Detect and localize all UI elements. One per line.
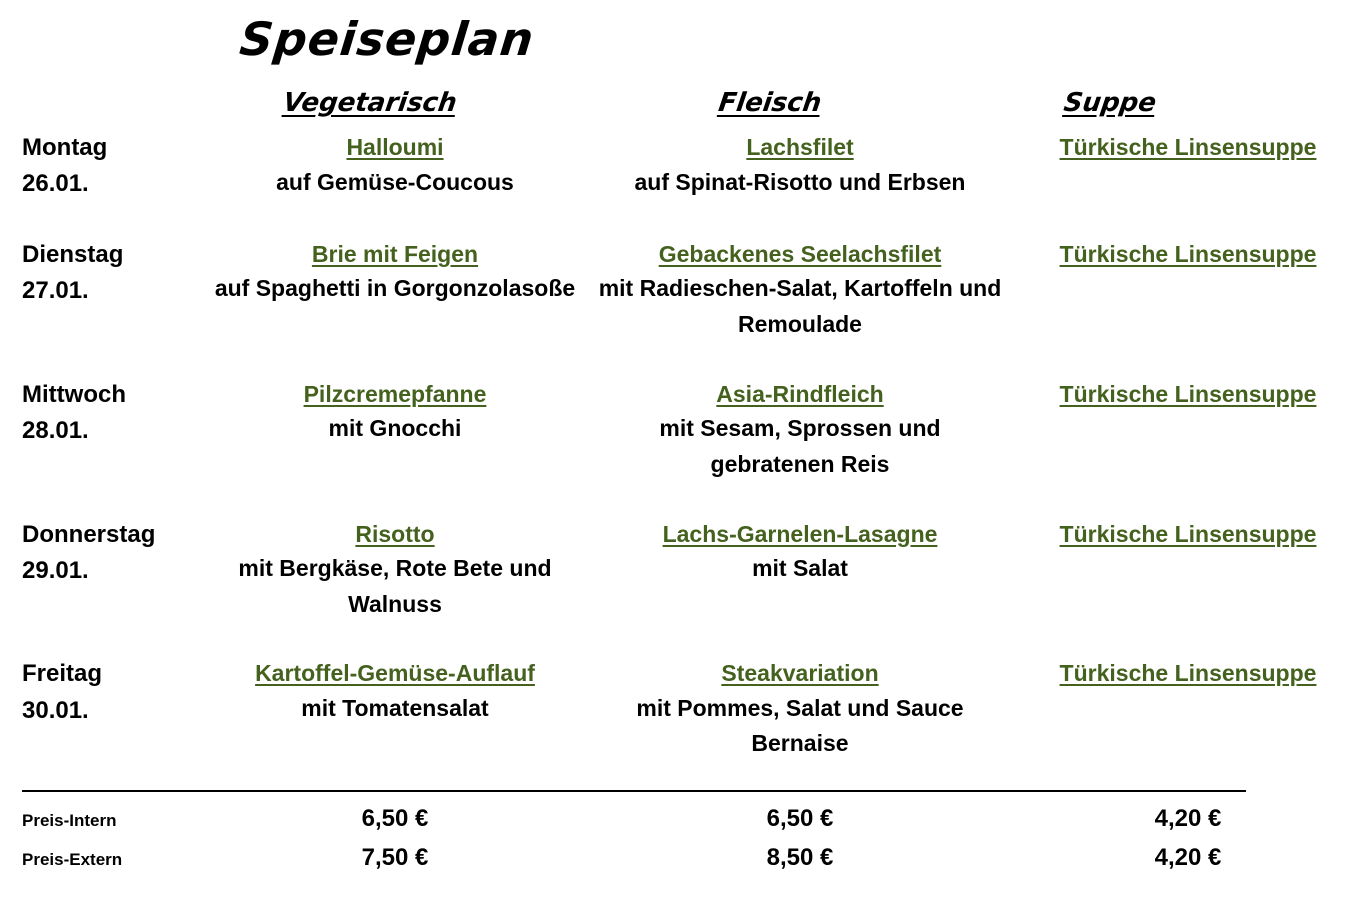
price-external-meat: 8,50 € — [766, 844, 834, 872]
day-date: 28.01. — [22, 417, 89, 445]
table-row — [0, 237, 1366, 343]
cell-soup — [1010, 656, 1366, 691]
table-row — [0, 377, 1366, 483]
dish-name: Türkische Linsensuppe — [1059, 380, 1317, 407]
cell-vegetarian — [200, 130, 590, 200]
price-row-internal — [0, 800, 1366, 839]
dish-name: Lachsfilet — [746, 134, 854, 160]
day-date: 26.01. — [22, 170, 89, 198]
dish-name: Türkische Linsensuppe — [1059, 240, 1317, 267]
cell-meat — [590, 130, 1010, 200]
day-label — [0, 130, 200, 203]
dish-description: mit Salat — [752, 555, 848, 581]
dish-name: Halloumi — [346, 134, 444, 160]
dish-name: Türkische Linsensuppe — [1059, 660, 1317, 687]
column-header-soup: Suppe — [1061, 88, 1159, 118]
dish-description: mit Pommes, Salat und Sauce Bernaise — [636, 694, 964, 757]
price-divider — [22, 790, 1246, 792]
cell-vegetarian — [200, 517, 590, 623]
dish-name: Türkische Linsensuppe — [1059, 134, 1317, 160]
dish-name: Gebackenes Seelachsfilet — [658, 240, 942, 267]
dish-description: auf Gemüse-Coucous — [276, 168, 514, 195]
row-spacer — [0, 343, 1366, 377]
price-internal-meat: 6,50 € — [766, 805, 834, 832]
table-row — [0, 130, 1366, 203]
row-spacer — [0, 622, 1366, 656]
cell-meat — [590, 517, 1010, 587]
page-title: Speiseplan — [237, 12, 537, 66]
dish-name: Kartoffel-Gemüse-Auflauf — [255, 660, 535, 687]
cell-soup — [1010, 237, 1366, 272]
column-header-meat: Fleisch — [716, 88, 824, 118]
cell-soup — [1010, 517, 1366, 552]
dish-description: mit Bergkäse, Rote Bete und Walnuss — [238, 555, 552, 617]
cell-soup — [1010, 377, 1366, 412]
day-label — [0, 377, 200, 450]
dish-description: mit Radieschen-Salat, Kartoffeln und Remoulade — [598, 275, 1002, 338]
table-row — [0, 656, 1366, 762]
dish-name: Brie mit Feigen — [311, 240, 479, 267]
menu-grid — [0, 130, 1366, 762]
table-row — [0, 517, 1366, 623]
day-name: Freitag — [22, 660, 103, 688]
day-date: 30.01. — [22, 696, 89, 724]
dish-name: Asia-Rindfleich — [716, 380, 884, 407]
price-external-vegetarian: 7,50 € — [361, 844, 429, 872]
day-label — [0, 237, 200, 310]
cell-soup — [1010, 130, 1366, 165]
day-date: 27.01. — [22, 277, 89, 305]
day-name: Dienstag — [22, 240, 124, 268]
day-label — [0, 656, 200, 729]
price-external-soup: 4,20 € — [1154, 844, 1222, 872]
price-label-internal: Preis-Intern — [22, 811, 117, 830]
column-header-vegetarian: Vegetarisch — [281, 88, 459, 118]
price-internal-vegetarian: 6,50 € — [361, 805, 429, 832]
dish-name: Steakvariation — [721, 660, 879, 687]
cell-vegetarian — [200, 656, 590, 726]
day-name: Montag — [22, 134, 108, 161]
dish-description: auf Spaghetti in Gorgonzolasoße — [214, 275, 576, 302]
dish-description: auf Spinat-Risotto und Erbsen — [634, 168, 966, 195]
cell-vegetarian — [200, 237, 590, 307]
row-spacer — [0, 203, 1366, 237]
dish-name: Pilzcremepfanne — [303, 380, 487, 407]
dish-description: mit Gnocchi — [328, 415, 462, 442]
price-label-external: Preis-Extern — [22, 850, 123, 870]
day-date: 29.01. — [22, 556, 89, 584]
cell-meat — [590, 377, 1010, 483]
price-row-external — [0, 839, 1366, 878]
dish-description: mit Tomatensalat — [301, 694, 489, 721]
row-spacer — [0, 483, 1366, 517]
price-internal-soup: 4,20 € — [1154, 805, 1222, 832]
cell-meat — [590, 237, 1010, 343]
cell-vegetarian — [200, 377, 590, 447]
dish-name: Lachs-Garnelen-Lasagne — [662, 520, 938, 547]
dish-name: Türkische Linsensuppe — [1059, 520, 1317, 547]
dish-description: mit Sesam, Sprossen und gebratenen Reis — [659, 415, 941, 477]
day-label — [0, 517, 200, 590]
day-name: Donnerstag — [22, 520, 156, 548]
day-name: Mittwoch — [22, 380, 126, 408]
price-section — [0, 800, 1366, 879]
dish-name: Risotto — [355, 520, 435, 547]
cell-meat — [590, 656, 1010, 762]
